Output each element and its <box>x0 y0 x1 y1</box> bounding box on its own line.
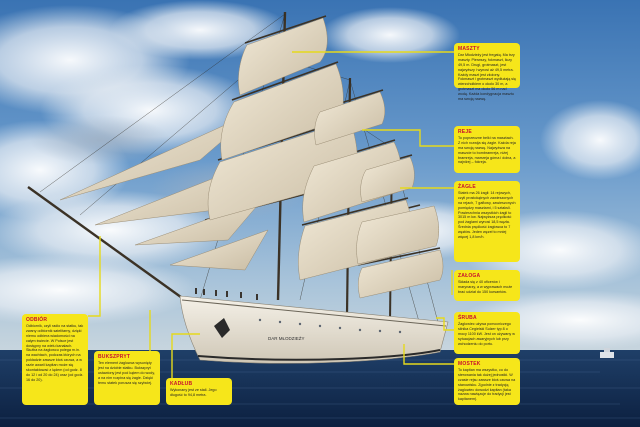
callout-title: REJE <box>458 129 472 135</box>
callout-text: To kapitan ma wszystko, co do sterowania tak dużej jednostki. W czasie rejsu zawsze ktoś czuwa na stanowisku. Zgodnie z tradycją żaglowiec dowodzi kapitan (taka nazwa nawiązuje do tradycji jest kapitanem). <box>458 368 516 402</box>
callout-title: ZAŁOGA <box>458 273 481 279</box>
callout-zagle <box>454 181 520 262</box>
callout-title: ODBIÓR <box>26 317 48 323</box>
callout-title: ŻAGLE <box>458 184 476 190</box>
callout-text: Statek ma 26 żagli: 14 rejowych, czyli prostokątnych zawieszonych na rejach, 7 gaflowy, zawieszonych pomiędzy masztami, i 5 sztaksli. Powierzchnia wszystkich żagli to 3015 m kw. Najwyższa prędkość pod żaglami wynosi 18,5 węzła. Średnia prędkość żaglowca to 7 węzłów. Jeden węzeł to mniej więcej 1,8 km/h. <box>458 191 516 239</box>
callout-zaloga <box>454 270 520 301</box>
callout-bukszpryt <box>94 351 160 405</box>
callout-title: MOSTEK <box>458 361 481 367</box>
callout-text: Odbiornik, czyli radio na statku, tak zwany odbiornik satelitarny, dzięki niemu odbiera wiadomości na całym świecie. W Polsce jest dostępny na wielu kanałach. Służba na żaglowcu polega m.in. na wachtach, podczas których na pokładzie zawsze ktoś czuwa, a w razie awarii kapitan może się skontaktować z lądem (od godz. 8 do 12 i od 20 do 24) oraz (od godz. 16 do 20). <box>26 324 84 382</box>
callout-text: Składa się z 40 oficerów i marynarzy, a w wyprawach może brać udział do 150 kursantów. <box>458 280 513 294</box>
callout-title: BUKSZPRYT <box>98 354 131 360</box>
callout-odbiornik <box>22 314 88 405</box>
callout-text: Ten element żaglowca wysunięty jest na dziobie statku. Bukszpryt ustawiony jest pod kątem do wody, a na nim rozpina się żagle. Dzięki temu statek porusza się szybciej. <box>98 361 155 385</box>
callout-sruba <box>454 312 520 354</box>
callout-mostek <box>454 358 520 405</box>
callout-text: Dar Młodzieży jest fregatą. Ma trzy maszty. Pierwszy, fokmaszt, liczy 49,5 m. Drugi, grotmaszt, jest najwyższy i wynosi aż 49,5 metra. Każdy maszt jest złożony. Fokmaszt i grotmaszt wydłużają się wierzchołkiem o około 30 m, a grotmaszt ma około 56 m nad wodą. Każda kondygnacja masztu ma swoją nazwę. <box>458 53 516 101</box>
callout-text: Żaglowiec używa pomocniczego silnika Cegielski Sulzer typ 8 o mocy 1100 kW. Jest on używany w sytuacjach awaryjnych lub przy wchodzeniu do portu. <box>458 322 515 346</box>
hull-name: DAR MŁODZIEŻY <box>268 336 305 341</box>
callout-reje <box>454 126 520 173</box>
callout-title: MASZTY <box>458 46 480 52</box>
callout-text: To poprzeczne belki na masztach. Z nich rozwija się żagle. Każda reja ma swoją nazwę. Najwyższa na maszcie to bombramreja, niżej bramreja, marsreja górna i dolna, a najniżej – fokreja. <box>458 136 516 165</box>
callout-kadlub <box>166 378 232 405</box>
callout-text: Wykonany jest ze stali. Jego długość to 94,8 metra. <box>170 388 217 397</box>
callout-maszty <box>454 43 520 101</box>
callout-title: KADŁUB <box>170 381 193 387</box>
callout-title: ŚRUBA <box>458 315 477 321</box>
